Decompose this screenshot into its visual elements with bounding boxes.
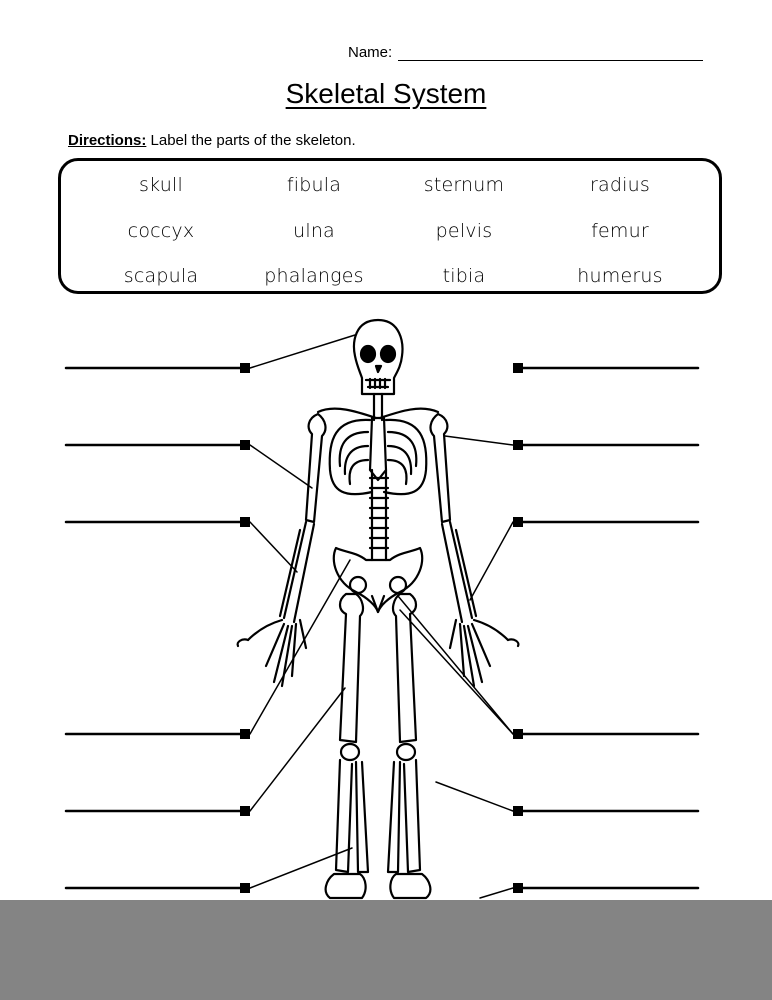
name-label: Name: <box>348 44 393 61</box>
right-leg-bones <box>388 594 430 898</box>
directions-text: Label the parts of the skeleton. <box>146 132 356 149</box>
word-bank-item: femur <box>591 220 649 242</box>
left-leg-bones <box>326 594 368 898</box>
word-bank-item: tibia <box>442 265 486 287</box>
word-bank-item: radius <box>590 174 650 196</box>
left-blank-markers <box>240 363 250 893</box>
word-bank-item: ulna <box>293 220 335 242</box>
word-bank-item: pelvis <box>435 220 493 242</box>
skull-bone <box>354 320 402 394</box>
word-bank-item: sternum <box>423 174 505 196</box>
word-bank-item: humerus <box>577 265 663 287</box>
word-bank-item: coccyx <box>127 220 195 242</box>
left-arm-bones <box>238 414 326 686</box>
word-bank-item: scapula <box>123 265 199 287</box>
pelvis-bone <box>334 548 422 612</box>
word-bank-item: fibula <box>286 174 342 196</box>
right-label-blanks <box>518 368 698 888</box>
name-row <box>348 44 703 61</box>
right-blank-markers <box>513 363 523 893</box>
scan-footer-bar <box>0 900 772 1000</box>
word-bank-item: skull <box>139 174 183 196</box>
word-bank-item: phalanges <box>264 265 364 287</box>
directions-lead: Directions: <box>68 132 147 149</box>
directions <box>68 132 356 149</box>
name-field-line[interactable] <box>398 44 703 61</box>
skeleton-diagram <box>0 300 772 900</box>
left-label-blanks <box>66 368 245 888</box>
right-arm-bones <box>431 414 519 686</box>
page-title: Skeletal System <box>285 78 487 109</box>
word-bank <box>58 158 722 294</box>
clavicle-bones <box>318 409 438 418</box>
rib-cage <box>330 420 427 494</box>
